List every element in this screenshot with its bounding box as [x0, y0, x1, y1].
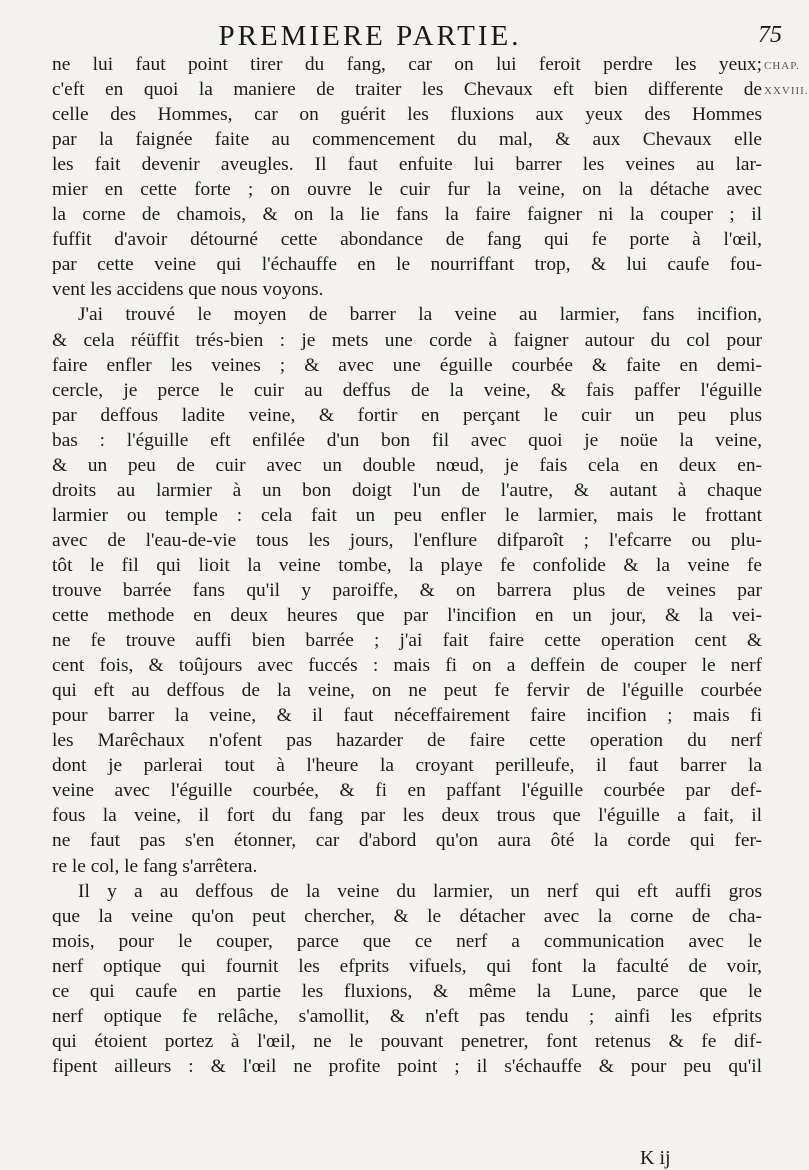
text-line: vent les accidens que nous voyons. — [52, 279, 324, 301]
text-line: la corne de chamois, & on la lie fans la faire faigner ni la couper ; il — [52, 204, 762, 226]
text-line: par deffous ladite veine, & fortir en perçant le cuir un peu plus — [52, 404, 762, 426]
text-line: qui eft au deffous de la veine, on ne peut fe fervir de l'éguille courbée — [52, 680, 762, 702]
text-line: les Marêchaux n'ofent pas hazarder de faire cette operation du nerf — [52, 730, 762, 752]
signature-mark: K ij — [640, 1147, 671, 1169]
text-line: fipent ailleurs : & l'œil ne profite point ; il s'échauffe & pour peu qu'il — [52, 1055, 762, 1077]
text-line: & cela réüffit trés-bien : je mets une corde à faigner autour du col pour — [52, 329, 762, 351]
margin-note-line: CHAP. — [764, 60, 800, 72]
text-line: ne faut pas s'en étonner, car d'abord qu'on aura ôté la corde qui fer- — [52, 830, 762, 852]
text-line: ne fe trouve auffi bien barrée ; j'ai fait faire cette operation cent & — [52, 630, 762, 652]
text-line: fous la veine, il fort du fang par les deux trous que l'éguille a fait, il — [52, 805, 762, 827]
text-line: tôt le fil qui lioit la veine tombe, la playe fe confolide & la veine fe — [52, 554, 762, 576]
text-line: re le col, le fang s'arrêtera. — [52, 855, 258, 877]
body-text — [52, 52, 762, 1079]
text-line: mier en cette forte ; on ouvre le cuir fur la veine, on la détache avec — [52, 179, 762, 201]
text-line: faire enfler les veines ; & avec une éguille courbée & faite en demi- — [52, 354, 762, 376]
text-line: J'ai trouvé le moyen de barrer la veine au larmier, fans incifion, — [78, 304, 762, 326]
text-line: pour barrer la veine, & il faut néceffairement faire incifion ; mais fi — [52, 705, 762, 727]
text-line: nerf optique fe relâche, s'amollit, & n'eft pas tendu ; ainfi les efprits — [52, 1005, 762, 1027]
text-line: fuffit d'avoir détourné cette abondance de fang qui fe porte à l'œil, — [52, 229, 762, 251]
running-title: PREMIERE PARTIE. — [218, 20, 522, 52]
text-line: qui étoient portez à l'œil, ne le pouvant penetrer, font retenus & fe dif- — [52, 1030, 762, 1052]
text-line: larmier ou temple : cela fait un peu enfler le larmier, mais le frottant — [52, 504, 762, 526]
text-line: cent fois, & toûjours avec fuccés : mais fi on a deffein de couper le nerf — [52, 655, 762, 677]
text-line: trouve barrée fans qu'il y paroiffe, & on barrera plus de veines par — [52, 579, 762, 601]
text-line: veine avec l'éguille courbée, & fi en paffant l'éguille courbée par def- — [52, 780, 762, 802]
text-line: bas : l'éguille eft enfilée d'un bon fil avec quoi je noüe la veine, — [52, 429, 762, 451]
text-line: Il y a au deffous de la veine du larmier, un nerf qui eft auffi gros — [78, 880, 762, 902]
chapter-margin-note — [764, 54, 809, 104]
text-line: dont je parlerai tout à l'heure la croyant perilleufe, il faut barrer la — [52, 755, 762, 777]
text-line: mois, pour le couper, parce que ce nerf a communication avec le — [52, 930, 762, 952]
text-line: avec de l'eau-de-vie tous les jours, l'enflure difparoît ; l'efcarre ou plu- — [52, 529, 762, 551]
text-line: cercle, je perce le cuir au deffus de la veine, & fais paffer l'éguille — [52, 379, 762, 401]
text-line: & un peu de cuir avec un double nœud, je fais cela en deux en- — [52, 454, 762, 476]
text-line: par la faignée faite au commencement du mal, & aux Chevaux elle — [52, 129, 762, 151]
text-line: celle des Hommes, car on guérit les fluxions aux yeux des Hommes — [52, 104, 762, 126]
text-line: cette methode en deux heures que par l'incifion en un jour, & la vei- — [52, 605, 762, 627]
text-line: par cette veine qui l'échauffe en le nourriffant trop, & lui caufe fou- — [52, 254, 762, 276]
text-line: ne lui faut point tirer du fang, car on lui feroit perdre les yeux; — [52, 54, 762, 75]
text-line: nerf optique qui fournit les efprits vifuels, qui font la faculté de voir, — [52, 955, 762, 977]
page-number: 75 — [758, 22, 782, 48]
text-line: les fait devenir aveugles. Il faut enfuite lui barrer les veines au lar- — [52, 154, 762, 176]
margin-note-line: XXVIII. — [764, 85, 809, 97]
text-line: ce qui caufe en partie les fluxions, & même la Lune, parce que le — [52, 980, 762, 1002]
text-line: c'eft en quoi la maniere de traiter les Chevaux eft bien differente de — [52, 79, 762, 101]
text-line: que la veine qu'on peut chercher, & le détacher avec la corne de cha- — [52, 905, 762, 927]
text-line: droits au larmier à un bon doigt l'un de l'autre, & autant à chaque — [52, 479, 762, 501]
